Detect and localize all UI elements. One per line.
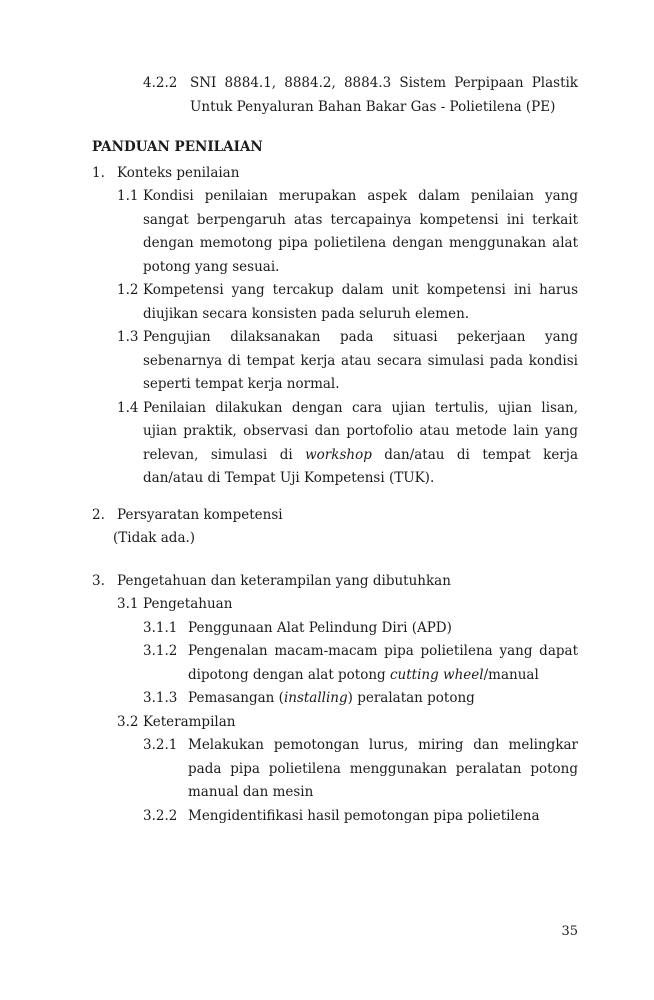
subsection-3-2-title-row bbox=[117, 711, 578, 735]
section-3 bbox=[92, 570, 578, 829]
list-item-3-1-1-number: 3.1.1 bbox=[143, 619, 178, 636]
list-item-1-3-number: 1.3 bbox=[117, 329, 139, 345]
list-item-1-4-number: 1.4 bbox=[117, 399, 139, 416]
subsection-3-1-number: 3.1 bbox=[117, 596, 139, 612]
list-item-3-1-3 bbox=[143, 687, 578, 711]
list-item-3-1-3-text bbox=[188, 687, 578, 711]
list-item-1-4-italic-word: workshop bbox=[305, 446, 372, 463]
reference-item-number: 4.2.2 bbox=[143, 75, 178, 91]
reference-item-text: SNI 8884.1, 8884.2, 8884.3 Sistem Perpipaan Plastik Untuk Penyaluran Bahan Bakar Gas - Polietilena (PE) bbox=[190, 75, 578, 115]
list-item-3-2-2-number: 3.2.2 bbox=[143, 807, 178, 824]
list-item-1-2-number: 1.2 bbox=[117, 282, 139, 298]
section-3-title: Pengetahuan dan keterampilan yang dibutuhkan bbox=[117, 572, 451, 589]
list-item-3-1-2-text-before: Pengenalan macam-macam pipa polietilena yang dapat dipotong dengan alat potong bbox=[188, 643, 578, 683]
list-item-3-2-2 bbox=[143, 805, 578, 829]
list-item-1-3 bbox=[117, 326, 578, 397]
subsection-3-1-title: Pengetahuan bbox=[143, 596, 233, 612]
list-item-3-2-1-number: 3.2.1 bbox=[143, 737, 178, 753]
list-item-1-4 bbox=[117, 397, 578, 491]
subsection-3-2-number: 3.2 bbox=[117, 713, 139, 730]
list-item-3-1-1 bbox=[143, 617, 578, 641]
section-heading-panduan-penilaian: PANDUAN PENILAIAN bbox=[92, 139, 263, 155]
list-item-1-3-text: Pengujian dilaksanakan pada situasi pekerjaan yang sebenarnya di tempat kerja atau secara simulasi pada kondisi seperti tempat kerja normal. bbox=[143, 329, 578, 392]
document-content bbox=[92, 72, 578, 828]
list-item-1-4-text bbox=[143, 397, 578, 491]
list-item-3-2-1-text: Melakukan pemotongan lurus, miring dan melingkar pada pipa polietilena menggunakan peralatan potong manual dan mesin bbox=[188, 737, 578, 800]
section-2-title: Persyaratan kompetensi bbox=[117, 506, 283, 523]
subsection-3-1-title-row bbox=[117, 593, 578, 617]
list-item-3-1-2-italic-word: cutting wheel bbox=[390, 666, 484, 683]
section-2-number: 2. bbox=[92, 506, 105, 523]
list-item-3-1-2 bbox=[143, 640, 578, 687]
list-item-3-1-3-text-after: ) peralatan potong bbox=[347, 690, 475, 706]
section-3-title-row bbox=[92, 570, 578, 594]
list-item-3-2-2-text: Mengidentifikasi hasil pemotongan pipa polietilena bbox=[188, 807, 540, 824]
list-item-3-1-1-text: Penggunaan Alat Pelindung Diri (APD) bbox=[188, 619, 452, 636]
list-item-1-4-text-before: Penilaian dilakukan dengan cara ujian tertulis, ujian lisan, ujian praktik, observasi dan portofolio atau metode lain yang relevan, simulasi di bbox=[143, 399, 578, 463]
list-item-1-1-number: 1.1 bbox=[117, 188, 139, 204]
section-2 bbox=[92, 504, 578, 551]
section-2-title-row bbox=[92, 504, 578, 528]
list-item-3-1-2-text-after: /manual bbox=[483, 666, 539, 683]
list-item-1-2-text: Kompetensi yang tercakup dalam unit kompetensi ini harus diujikan secara konsisten pada seluruh elemen. bbox=[143, 282, 578, 322]
list-item-1-1 bbox=[117, 185, 578, 279]
list-item-3-1-3-number: 3.1.3 bbox=[143, 690, 178, 706]
list-item-3-1-2-number: 3.1.2 bbox=[143, 643, 178, 659]
section-1-number: 1. bbox=[92, 164, 105, 181]
section-2-note: (Tidak ada.) bbox=[113, 530, 196, 546]
reference-item-4-2-2 bbox=[143, 72, 578, 119]
list-item-3-2-1 bbox=[143, 734, 578, 805]
list-item-3-1-3-italic-word: installing bbox=[283, 690, 348, 706]
page-number: 35 bbox=[561, 924, 578, 939]
list-item-1-4-text-after: dan/atau di tempat kerja dan/atau di Tempat Uji Kompetensi (TUK). bbox=[143, 446, 578, 486]
list-item-1-2 bbox=[117, 279, 578, 326]
subsection-3-2-title: Keterampilan bbox=[143, 713, 236, 730]
list-item-3-1-2-text bbox=[188, 640, 578, 687]
section-1-title: Konteks penilaian bbox=[117, 164, 240, 181]
list-item-1-1-text: Kondisi penilaian merupakan aspek dalam penilaian yang sangat berpengaruh atas tercapainya kompetensi ini terkait dengan memotong pipa polietilena dengan menggunakan alat potong yang sesuai. bbox=[143, 188, 578, 275]
section-1-title-row bbox=[92, 162, 578, 186]
section-3-number: 3. bbox=[92, 572, 105, 589]
list-item-3-1-3-text-before: Pemasangan ( bbox=[188, 690, 284, 706]
